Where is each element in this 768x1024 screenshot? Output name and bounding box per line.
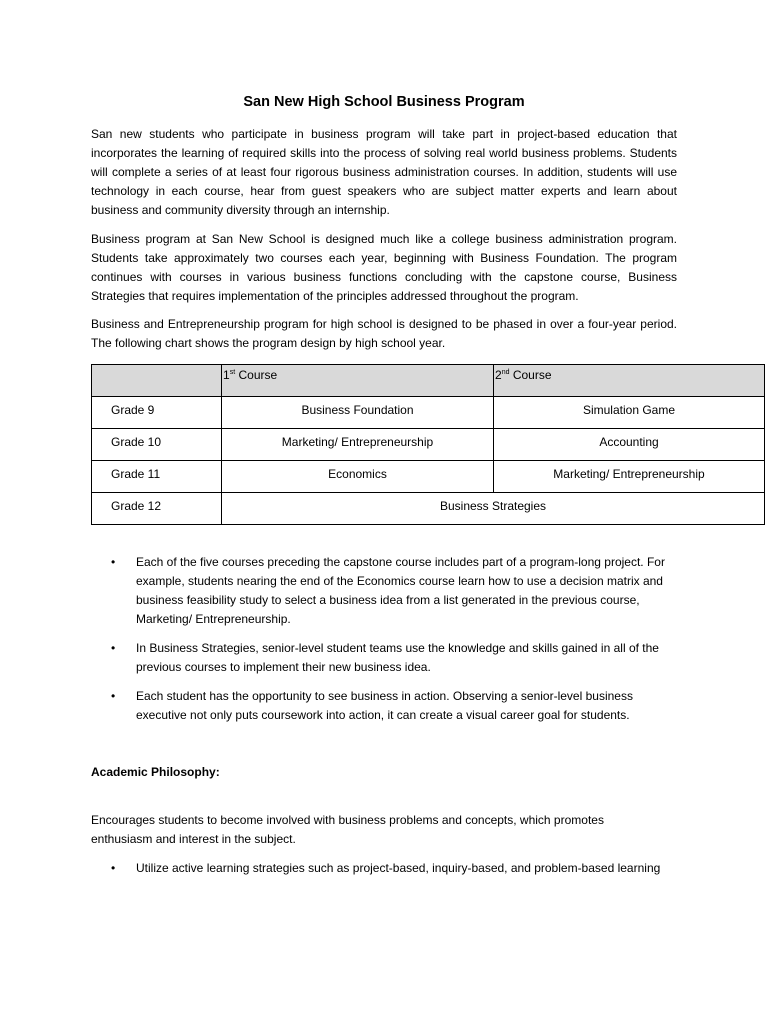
table-header-row: [92, 365, 765, 397]
list-item: • Utilize active learning strategies such as project-based, inquiry-based, and problem-based learning: [111, 859, 671, 878]
grade-cell: Grade 11: [92, 461, 222, 493]
course2-cell: Marketing/ Entrepreneurship: [494, 461, 765, 493]
bullet-icon: •: [111, 861, 116, 875]
grade-cell: Grade 10: [92, 429, 222, 461]
intro-paragraph: San new students who participate in business program will take part in project-based education that incorporates the learning of required skills into the process of solving real world business problems. Students will complete a series of at least four rigorous business administration courses. In addition, students will use technology in each course, hear from guest speakers who are subject matter experts and learn about business and community diversity through an internship.: [91, 127, 677, 217]
table-row: [92, 493, 765, 525]
list-item: • Each student has the opportunity to see business in action. Observing a senior-level business executive not only puts coursework into action, it can create a visual career goal for students.: [111, 689, 633, 722]
table-row: [92, 461, 765, 493]
course1-cell: Marketing/ Entrepreneurship: [222, 429, 494, 461]
table-row: [92, 429, 765, 461]
course2-cell: Simulation Game: [494, 397, 765, 429]
table-row: [92, 397, 765, 429]
list-item: • In Business Strategies, senior-level student teams use the knowledge and skills gained in all of the previous courses to implement their new business idea.: [111, 641, 659, 674]
document-title: San New High School Business Program: [243, 94, 525, 110]
course2-cell: Accounting: [494, 429, 765, 461]
bullet-icon: •: [111, 555, 116, 569]
course1-cell: Business Foundation: [222, 397, 494, 429]
bullet-icon: •: [111, 689, 116, 703]
philosophy-bullet-list: [111, 859, 671, 878]
grade-cell: Grade 9: [92, 397, 222, 429]
course1-cell: Economics: [222, 461, 494, 493]
header-first-course: 1st Course: [222, 365, 494, 397]
program-paragraph: Business program at San New School is designed much like a college business administration program. Students take approximately two courses each year, beginning with Business Foundation. The program continues with courses in various business functions concluding with the capstone course, Business Strategies that requires implementation of the principles addressed throughout the program.: [91, 232, 677, 303]
program-bullet-list: [111, 553, 671, 725]
header-second-course: 2nd Course: [494, 365, 765, 397]
bullet-icon: •: [111, 641, 116, 655]
chart-intro-paragraph: Business and Entrepreneurship program for high school is designed to be phased in over a four-year period. The following chart shows the program design by high school year.: [91, 317, 677, 350]
merged-course-cell: Business Strategies: [222, 493, 765, 525]
header-empty-cell: [92, 365, 222, 397]
list-item: • Each of the five courses preceding the capstone course includes part of a program-long project. For example, students nearing the end of the Economics course learn how to use a decision matrix and business feasibility study to select a business idea from a list generated in the previous course, Marketing/ Entrepreneurship.: [111, 555, 665, 626]
philosophy-paragraph: Encourages students to become involved with business problems and concepts, which promotes enthusiasm and interest in the subject.: [91, 813, 604, 846]
philosophy-heading: Academic Philosophy:: [91, 765, 220, 779]
program-table: [91, 364, 765, 525]
grade-cell: Grade 12: [92, 493, 222, 525]
